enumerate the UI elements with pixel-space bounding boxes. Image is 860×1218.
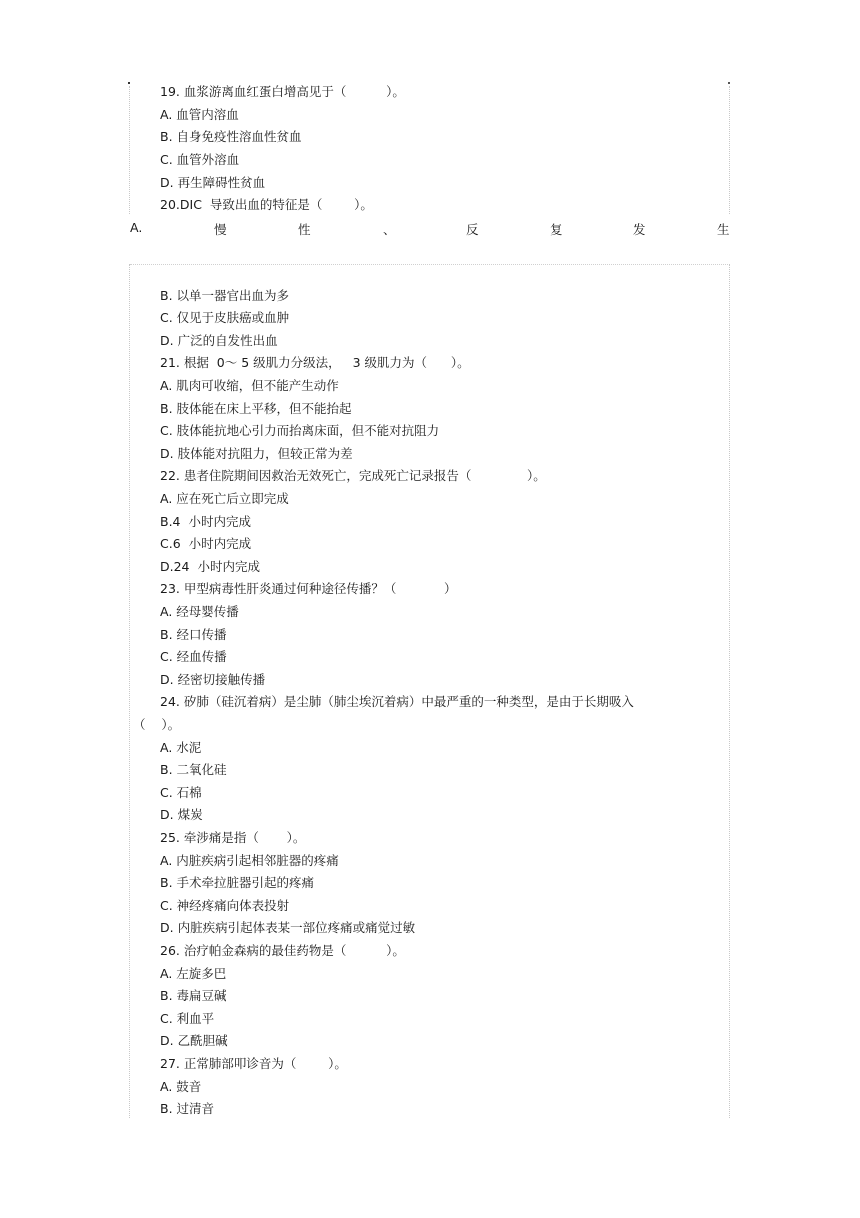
option-line: C. 石棉 — [160, 785, 202, 800]
spaced-char: 慢 — [214, 222, 227, 237]
spaced-char: 性 — [298, 222, 311, 237]
option-line: C. 利血平 — [160, 1011, 215, 1026]
frame-border-right — [729, 86, 730, 214]
option-line: D. 煤炭 — [160, 807, 203, 822]
question-24-wrap: （ ）。 — [133, 717, 181, 732]
option-line: D. 广泛的自发性出血 — [160, 333, 278, 348]
option-line: C. 血管外溶血 — [160, 152, 240, 167]
option-line: B. 二氧化硅 — [160, 762, 227, 777]
spaced-char: 、 — [383, 222, 396, 237]
frame-border-left — [129, 264, 130, 1118]
option-line: C. 神经疼痛向体表投射 — [160, 898, 290, 913]
option-line: D. 经密切接触传播 — [160, 672, 266, 687]
option-line: A. 经母婴传播 — [160, 604, 239, 619]
option-a-spaced-line — [130, 220, 730, 236]
option-line: B. 肢体能在床上平移，但不能抬起 — [160, 401, 352, 416]
option-line: D. 再生障碍性贫血 — [160, 175, 266, 190]
question-24: 24. 矽肺（硅沉着病）是尘肺（肺尘埃沉着病）中最严重的一种类型，是由于长期吸入 — [160, 694, 634, 709]
option-line: B. 经口传播 — [160, 627, 227, 642]
question-23: 23. 甲型病毒性肝炎通过何种途径传播？（ ） — [160, 581, 457, 596]
option-line: B. 自身免疫性溶血性贫血 — [160, 129, 302, 144]
option-line: A. 鼓音 — [160, 1079, 202, 1094]
question-26: 26. 治疗帕金森病的最佳药物是（ ）。 — [160, 943, 405, 958]
frame-corner-mark — [728, 82, 730, 84]
frame-border-top — [130, 264, 730, 265]
question-21: 21. 根据 0～ 5 级肌力分级法， 3 级肌力为（ ）。 — [160, 355, 470, 370]
option-line: A. 左旋多巴 — [160, 966, 227, 981]
spaced-char: 复 — [550, 222, 563, 237]
question-19: 19. 血浆游离血红蛋白增高见于（ ）。 — [160, 84, 405, 99]
spaced-char: 发 — [633, 222, 646, 237]
frame-border-left — [129, 86, 130, 214]
option-line: A. 水泥 — [160, 740, 202, 755]
option-line: B. 以单一器官出血为多 — [160, 288, 290, 303]
option-line: C. 仅见于皮肤癌或血肿 — [160, 310, 290, 325]
question-20: 20.DIC 导致出血的特征是（ ）。 — [160, 197, 373, 212]
spaced-char: A. — [130, 220, 143, 235]
frame-corner-mark — [128, 82, 130, 84]
question-22: 22. 患者住院期间因救治无效死亡，完成死亡记录报告（ ）。 — [160, 468, 546, 483]
option-line: D. 乙酰胆碱 — [160, 1033, 228, 1048]
option-line: C. 经血传播 — [160, 649, 227, 664]
option-line: A. 内脏疾病引起相邻脏器的疼痛 — [160, 853, 339, 868]
question-27: 27. 正常肺部叩诊音为（ ）。 — [160, 1056, 347, 1071]
frame-border-right — [729, 264, 730, 1118]
option-line: D. 内脏疾病引起体表某一部位疼痛或痛觉过敏 — [160, 920, 416, 935]
spaced-char: 反 — [466, 222, 479, 237]
question-25: 25. 牵涉痛是指（ ）。 — [160, 830, 306, 845]
option-line: B.4 小时内完成 — [160, 514, 251, 529]
option-line: A. 应在死亡后立即完成 — [160, 491, 289, 506]
option-line: B. 毒扁豆碱 — [160, 988, 227, 1003]
option-line: B. 手术牵拉脏器引起的疼痛 — [160, 875, 315, 890]
option-line: D.24 小时内完成 — [160, 559, 260, 574]
spaced-char: 生 — [717, 222, 730, 237]
option-line: B. 过清音 — [160, 1101, 215, 1116]
option-line: D. 肢体能对抗阻力，但较正常为差 — [160, 446, 353, 461]
option-line: C.6 小时内完成 — [160, 536, 252, 551]
option-line: A. 肌肉可收缩，但不能产生动作 — [160, 378, 339, 393]
option-line: C. 肢体能抗地心引力而抬离床面，但不能对抗阻力 — [160, 423, 440, 438]
option-line: A. 血管内溶血 — [160, 107, 239, 122]
